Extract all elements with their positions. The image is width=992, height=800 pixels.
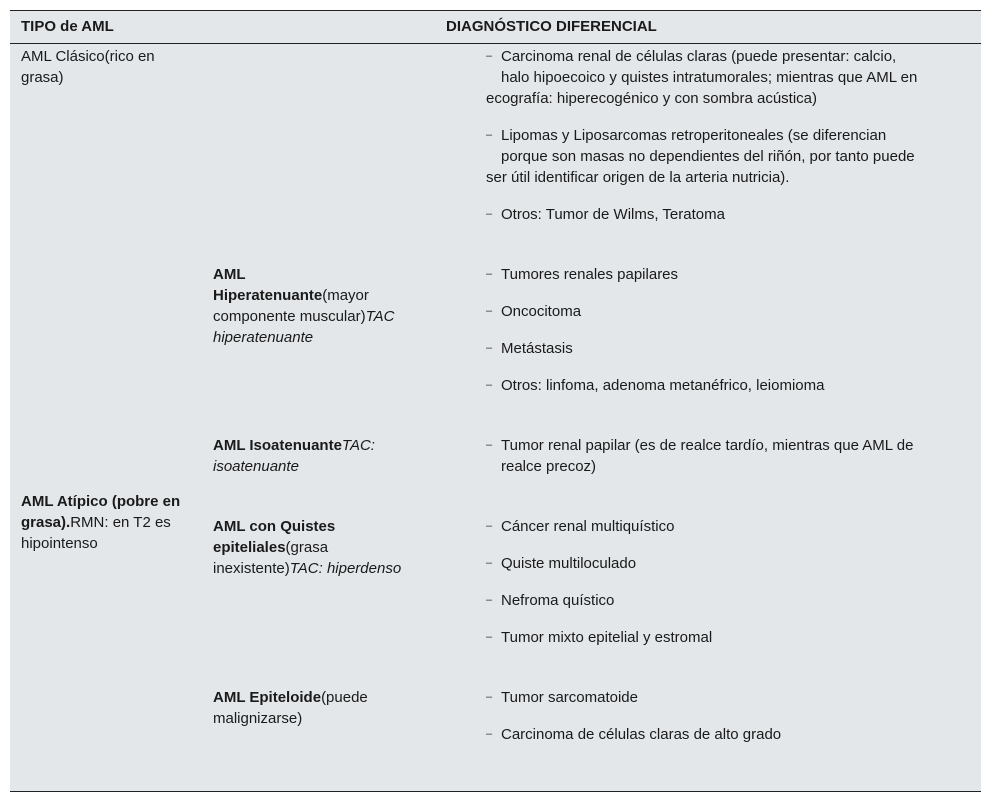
list-item: – Carcinoma de células claras de alto grado bbox=[486, 726, 782, 743]
subtype-quistes-epiteliales: AML con Quistes epiteliales(grasa inexistente)TAC: hiperdenso bbox=[213, 518, 402, 577]
list-item: – Tumor renal papilar (es de realce tardío, mientras que AML de realce precoz) bbox=[486, 437, 914, 475]
list-item: – Oncocitoma bbox=[486, 303, 582, 320]
list-item: – Quiste multiloculado bbox=[486, 555, 637, 572]
subtype-hiperatenuante: AML Hiperatenuante(mayor componente muscular)TAC hiperatenuante bbox=[213, 266, 395, 346]
header-type: TIPO de AML bbox=[21, 18, 114, 35]
list-item: – Lipomas y Liposarcomas retroperitoneales (se diferencian porque son masas no dependientes del riñón, por tanto puede ser útil identificar origen de la arteria nutricia). bbox=[486, 127, 915, 186]
list-item: – Carcinoma renal de células claras (puede presentar: calcio, halo hipoecoico y quistes intratumorales; mientras que AML en ecografía: hiperecogénico y con sombra acústica) bbox=[486, 48, 918, 107]
header-diagnosis: DIAGNÓSTICO DIFERENCIAL bbox=[446, 18, 657, 35]
atypical-aml-type: AML Atípico (pobre en grasa).RMN: en T2 es hipointenso bbox=[21, 493, 181, 552]
list-item: – Tumor sarcomatoide bbox=[486, 689, 638, 706]
list-item: – Cáncer renal multiquístico bbox=[486, 518, 675, 535]
list-item: – Otros: linfoma, adenoma metanéfrico, leiomioma bbox=[486, 377, 825, 394]
table-header bbox=[10, 11, 981, 44]
differential-diagnosis-table bbox=[10, 10, 981, 792]
list-item: – Tumores renales papilares bbox=[486, 266, 679, 283]
list-item: – Metástasis bbox=[486, 340, 573, 357]
list-item: – Nefroma quístico bbox=[486, 592, 615, 609]
list-item: – Tumor mixto epitelial y estromal bbox=[486, 629, 713, 646]
classic-aml-type: AML Clásico(rico en grasa) bbox=[21, 48, 155, 86]
subtype-epiteloide: AML Epiteloide(puede malignizarse) bbox=[213, 689, 368, 727]
list-item: – Otros: Tumor de Wilms, Teratoma bbox=[486, 206, 725, 223]
subtype-isoatenuante: AML IsoatenuanteTAC: isoatenuante bbox=[213, 437, 375, 475]
